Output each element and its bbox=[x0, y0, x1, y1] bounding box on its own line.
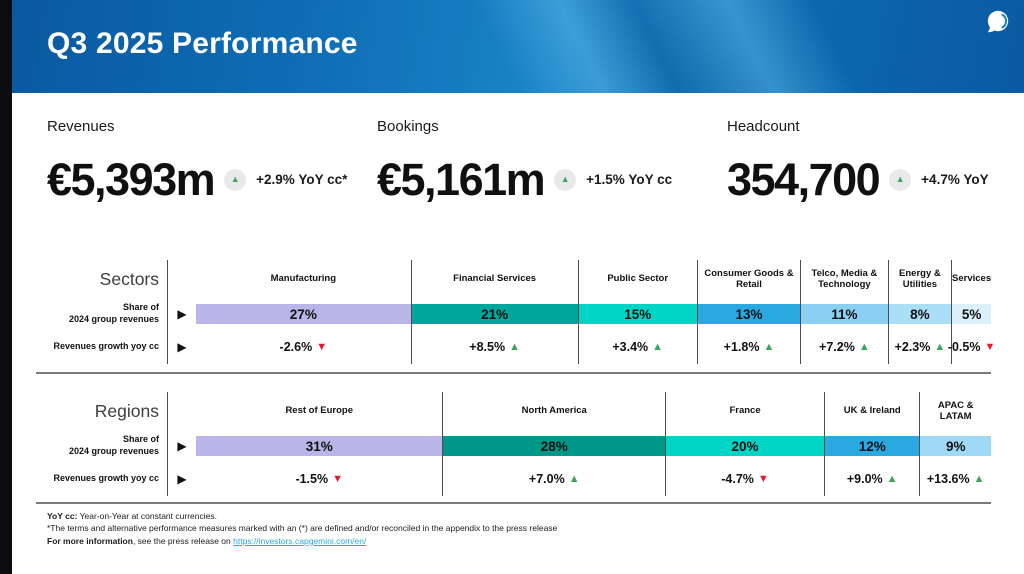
column-header: UK & Ireland bbox=[843, 405, 901, 417]
growth-cell bbox=[196, 330, 411, 364]
trend-icon: ▼ bbox=[316, 340, 328, 353]
share-row-label: Share of 2024 group revenues bbox=[68, 434, 159, 456]
page-title: Q3 2025 Performance bbox=[47, 27, 358, 60]
row-pointer-column bbox=[168, 260, 196, 364]
growth-row-label: Revenues growth yoy cc bbox=[53, 341, 159, 352]
column-header: North America bbox=[521, 405, 587, 417]
column-header: France bbox=[729, 405, 761, 417]
kpi-value: 354,700 bbox=[727, 154, 880, 205]
share-bar-segment bbox=[952, 304, 991, 324]
share-bar-segment bbox=[412, 304, 578, 324]
category-column bbox=[196, 392, 442, 496]
trend-icon: ▲ bbox=[509, 340, 520, 353]
share-bar-segment bbox=[666, 436, 824, 456]
share-value: 20% bbox=[731, 438, 759, 454]
share-bar-segment bbox=[825, 436, 919, 456]
capgemini-spade-logo-icon bbox=[984, 9, 1011, 36]
category-column bbox=[697, 260, 800, 364]
column-header: Financial Services bbox=[453, 273, 537, 285]
header-banner bbox=[12, 0, 1024, 93]
growth-value: -4.7% bbox=[721, 472, 754, 486]
row-pointer-icon: ▶ bbox=[177, 340, 187, 354]
share-row-label: Share of 2024 group revenues bbox=[68, 302, 159, 324]
footnotes bbox=[47, 510, 557, 547]
growth-value: +2.3% bbox=[894, 340, 931, 354]
category-column bbox=[947, 260, 996, 364]
table-data-columns bbox=[196, 260, 996, 364]
share-value: 21% bbox=[481, 306, 509, 322]
growth-cell bbox=[825, 462, 919, 496]
trend-icon: ▼ bbox=[332, 472, 343, 485]
growth-value: +13.6% bbox=[926, 472, 970, 486]
kpi-value: €5,161m bbox=[377, 154, 545, 205]
trend-icon: ▼ bbox=[984, 340, 996, 353]
footer-separator-line bbox=[36, 502, 991, 504]
category-column bbox=[800, 260, 887, 364]
row-pointer-icon: ▶ bbox=[177, 307, 187, 321]
growth-cell bbox=[579, 330, 697, 364]
category-column bbox=[919, 392, 991, 496]
share-value: 9% bbox=[945, 438, 966, 454]
performance-table bbox=[40, 260, 996, 364]
share-bar-segment bbox=[801, 304, 887, 324]
share-value: 5% bbox=[961, 306, 982, 322]
share-bar-segment bbox=[698, 304, 800, 324]
growth-value: +7.2% bbox=[819, 340, 855, 354]
category-column bbox=[665, 392, 824, 496]
share-value: 31% bbox=[305, 438, 333, 454]
share-value: 15% bbox=[624, 306, 652, 322]
category-column bbox=[442, 392, 665, 496]
share-value: 13% bbox=[735, 306, 763, 322]
trend-icon: ▲ bbox=[886, 472, 898, 485]
growth-value: +8.5% bbox=[469, 340, 506, 354]
share-bar-segment bbox=[579, 304, 697, 324]
share-value: 8% bbox=[910, 306, 930, 322]
trend-up-icon: ▲ bbox=[230, 174, 240, 184]
row-pointer-icon: ▶ bbox=[177, 439, 187, 453]
category-column bbox=[578, 260, 697, 364]
trend-icon: ▲ bbox=[973, 472, 985, 485]
category-column bbox=[196, 260, 411, 364]
trend-up-icon: ▲ bbox=[895, 174, 905, 184]
footnote-terms: *The terms and alternative performance measures marked with an (*) are defined and/or reconciled in the appendix to the press release bbox=[47, 523, 558, 534]
share-value: 27% bbox=[289, 306, 317, 322]
column-header: Public Sector bbox=[607, 273, 669, 285]
trend-badge bbox=[224, 169, 246, 191]
row-pointer-icon: ▶ bbox=[177, 472, 187, 486]
share-bar-segment bbox=[443, 436, 665, 456]
column-header: APAC & LATAM bbox=[937, 399, 974, 422]
kpi-label: Revenues bbox=[47, 118, 115, 135]
growth-cell bbox=[920, 462, 991, 496]
kpi-growth-label: +4.7% YoY bbox=[921, 172, 989, 187]
growth-cell bbox=[947, 330, 996, 364]
kpi-growth-label: +2.9% YoY cc* bbox=[256, 172, 348, 187]
trend-badge bbox=[889, 169, 911, 191]
table-separator-line bbox=[36, 372, 991, 374]
row-pointer-column bbox=[168, 392, 196, 496]
kpi-block bbox=[727, 118, 1024, 205]
column-header: Rest of Europe bbox=[285, 405, 353, 417]
category-column bbox=[411, 260, 578, 364]
growth-cell bbox=[801, 330, 887, 364]
table-label-column bbox=[40, 260, 168, 364]
growth-cell bbox=[698, 330, 800, 364]
trend-icon: ▼ bbox=[757, 472, 769, 485]
kpi-block bbox=[47, 118, 377, 205]
column-header: Consumer Goods & Retail bbox=[704, 267, 794, 290]
share-bar-segment bbox=[196, 304, 411, 324]
kpi-block bbox=[377, 118, 707, 205]
trend-icon: ▲ bbox=[568, 472, 580, 485]
trend-badge bbox=[554, 169, 576, 191]
trend-icon: ▲ bbox=[934, 340, 946, 353]
share-value: 28% bbox=[540, 438, 568, 454]
trend-icon: ▲ bbox=[858, 340, 870, 353]
share-bar-segment bbox=[196, 436, 442, 456]
performance-table bbox=[40, 392, 991, 496]
column-header: Telco, Media & Technology bbox=[811, 267, 878, 290]
growth-cell bbox=[196, 462, 442, 496]
press-release-link[interactable]: https://investors.capgemini.com/en/ bbox=[233, 535, 367, 546]
share-value: 11% bbox=[831, 306, 858, 322]
share-value: 12% bbox=[858, 438, 886, 454]
column-header: Manufacturing bbox=[270, 273, 337, 285]
column-header: Services bbox=[952, 273, 992, 285]
share-bar-segment bbox=[889, 304, 952, 324]
trend-icon: ▲ bbox=[763, 340, 775, 353]
growth-value: +7.0% bbox=[528, 472, 565, 486]
growth-cell bbox=[889, 330, 952, 364]
table-title: Regions bbox=[94, 400, 159, 421]
growth-value: +3.4% bbox=[612, 340, 649, 354]
table-title: Sectors bbox=[99, 268, 159, 289]
growth-cell bbox=[666, 462, 824, 496]
kpi-value: €5,393m bbox=[47, 154, 215, 205]
trend-icon: ▲ bbox=[652, 340, 664, 353]
category-column bbox=[888, 260, 952, 364]
footnote-more-info: For more information, see the press release on https://investors.capgemini.com/en/ bbox=[47, 535, 367, 546]
growth-value: +9.0% bbox=[846, 472, 883, 486]
growth-row-label: Revenues growth yoy cc bbox=[53, 473, 159, 484]
kpi-growth-label: +1.5% YoY cc bbox=[586, 172, 673, 187]
trend-up-icon: ▲ bbox=[560, 174, 570, 184]
column-header: Energy & Utilities bbox=[899, 267, 941, 290]
growth-cell bbox=[412, 330, 578, 364]
footnote-yoy: YoY cc: Year-on-Year at constant currencies. bbox=[47, 511, 217, 521]
kpi-label: Bookings bbox=[377, 118, 439, 135]
table-label-column bbox=[40, 392, 168, 496]
growth-value: -0.5% bbox=[947, 340, 981, 354]
growth-value: -1.5% bbox=[295, 472, 329, 486]
share-bar-segment bbox=[920, 436, 991, 456]
growth-value: +1.8% bbox=[723, 340, 760, 354]
category-column bbox=[824, 392, 919, 496]
left-edge-strip bbox=[0, 0, 12, 574]
growth-cell bbox=[443, 462, 665, 496]
kpi-label: Headcount bbox=[727, 118, 800, 135]
growth-value: -2.6% bbox=[279, 340, 313, 354]
table-data-columns bbox=[196, 392, 991, 496]
